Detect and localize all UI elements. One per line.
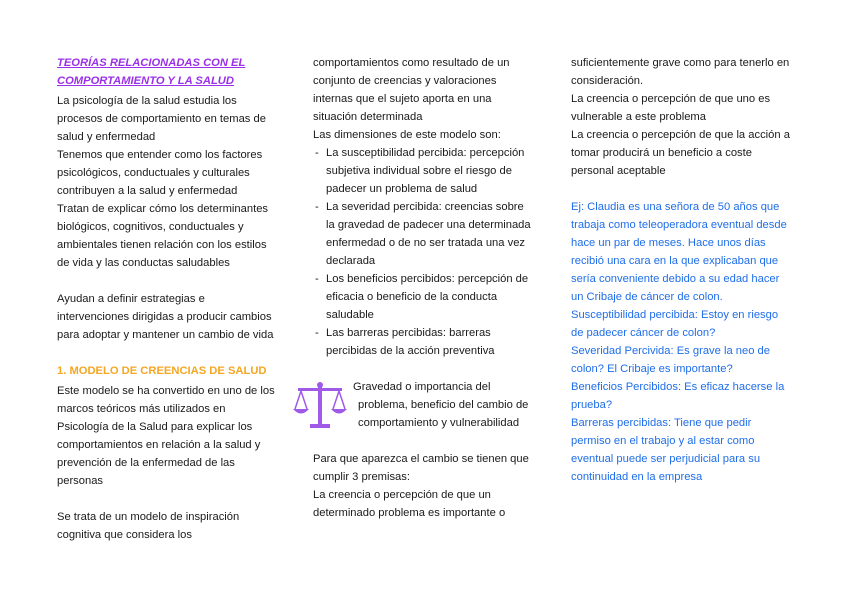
document-title-line-1: TEORÍAS RELACIONADAS CON EL <box>57 57 246 69</box>
help-line: intervenciones dirigidas a producir cambios <box>57 311 272 323</box>
scale-text-line: Gravedad o importancia del <box>353 381 491 393</box>
example-line: prueba? <box>571 399 613 411</box>
bullet-line: La susceptibilidad percibida: percepción <box>326 147 525 159</box>
intro-line: psicológicos, conductuales y culturales <box>57 167 250 179</box>
col2-text-line: situación determinada <box>313 111 423 123</box>
bullet-line: eficacia o beneficio de la conducta <box>326 291 498 303</box>
col2-text-line: internas que el sujeto aporta en una <box>313 93 492 105</box>
bullet-line: percibidas de la acción preventiva <box>326 345 495 357</box>
premises-line: Para que aparezca el cambio se tienen que <box>313 453 529 465</box>
document-title-line-2: COMPORTAMIENTO Y LA SALUD <box>57 75 234 87</box>
col3-text-line: tomar producirá un beneficio a coste <box>571 147 752 159</box>
bullet-dash: - <box>315 147 319 159</box>
bullet-line: enfermedad o de no ser tratada una vez <box>326 237 526 249</box>
bullet-line: declarada <box>326 255 376 267</box>
col2-text-line: conjunto de creencias y valoraciones <box>313 75 497 87</box>
model-text-line: marcos teóricos más utilizados en <box>57 403 226 415</box>
col3-text-line: suficientemente grave como para tenerlo en <box>571 57 790 69</box>
bullet-line: La severidad percibida: creencias sobre <box>326 201 524 213</box>
example-line: trabaja como teleoperadora eventual desde <box>571 219 787 231</box>
intro-line: contribuyen a la salud y enfermedad <box>57 185 238 197</box>
bullet-line: saludable <box>326 309 374 321</box>
col3-text-line: La creencia o percepción de que uno es <box>571 93 771 105</box>
example-line: continuidad en la empresa <box>571 471 703 483</box>
example-line: recibió una cara en la que explicaban que <box>571 255 779 267</box>
scale-text-line: comportamiento y vulnerabilidad <box>358 417 520 429</box>
intro-line: salud y enfermedad <box>57 131 156 143</box>
balance-scale-icon <box>292 378 348 434</box>
example-line: hace un par de meses. Hace unos días <box>571 237 766 249</box>
col3-text-line: La creencia o percepción de que la acción a <box>571 129 790 141</box>
example-line: Beneficios Percibidos: Es eficaz hacerse la <box>571 381 785 393</box>
bullet-line: la gravedad de padecer una determinada <box>326 219 531 231</box>
intro-line: Tenemos que entender como los factores <box>57 149 263 161</box>
example-line: Ej: Claudia es una señora de 50 años que <box>571 201 780 213</box>
col3-text-line: consideración. <box>571 75 644 87</box>
example-line: un Cribaje de cáncer de colon. <box>571 291 723 303</box>
premises-line: determinado problema es importante o <box>313 507 506 519</box>
intro-line: procesos de comportamiento en temas de <box>57 113 266 125</box>
model-text-line: prevención de la enfermedad de las <box>57 457 235 469</box>
section-heading: 1. MODELO DE CREENCIAS DE SALUD <box>57 365 267 377</box>
model-text-line: comportamientos en relación a la salud y <box>57 439 261 451</box>
cognitive-line: Se trata de un modelo de inspiración <box>57 511 240 523</box>
premises-line: La creencia o percepción de que un <box>313 489 491 501</box>
example-line: Barreras percibidas: Tiene que pedir <box>571 417 752 429</box>
bullet-line: padecer un problema de salud <box>326 183 478 195</box>
scale-text-line: problema, beneficio del cambio de <box>358 399 529 411</box>
bullet-line: subjetiva individual sobre el riesgo de <box>326 165 512 177</box>
example-line: eventual puede ser perjudicial para su <box>571 453 761 465</box>
premises-line: cumplir 3 premisas: <box>313 471 410 483</box>
intro-line: La psicología de la salud estudia los <box>57 95 237 107</box>
bullet-dash: - <box>315 273 319 285</box>
cognitive-line: cognitiva que considera los <box>57 529 192 541</box>
bullet-line: Los beneficios percibidos: percepción de <box>326 273 529 285</box>
example-line: sería conveniente debido a su edad hacer <box>571 273 780 285</box>
intro-line: de vida y las conductas saludables <box>57 257 230 269</box>
col3-text-line: personal aceptable <box>571 165 666 177</box>
intro-line: Tratan de explicar cómo los determinantes <box>57 203 269 215</box>
intro-line: ambientales tienen relación con los estilos <box>57 239 267 251</box>
col2-text-line: Las dimensiones de este modelo son: <box>313 129 501 141</box>
col3-text-line: vulnerable a este problema <box>571 111 706 123</box>
example-line: colon? El Cribaje es importante? <box>571 363 733 375</box>
example-line: de padecer cáncer de colon? <box>571 327 716 339</box>
bullet-dash: - <box>315 201 319 213</box>
col2-text-line: comportamientos como resultado de un <box>313 57 510 69</box>
bullet-line: Las barreras percibidas: barreras <box>326 327 491 339</box>
example-line: Susceptibilidad percibida: Estoy en riesgo <box>571 309 779 321</box>
model-text-line: Este modelo se ha convertido en uno de los <box>57 385 275 397</box>
help-line: Ayudan a definir estrategias e <box>57 293 205 305</box>
help-line: para adoptar y mantener un cambio de vida <box>57 329 274 341</box>
example-line: permiso en el trabajo y al estar como <box>571 435 755 447</box>
bullet-dash: - <box>315 327 319 339</box>
model-text-line: personas <box>57 475 104 487</box>
example-line: Severidad Percivida: Es grave la neo de <box>571 345 771 357</box>
intro-line: biológicos, cognitivos, conductuales y <box>57 221 244 233</box>
model-text-line: Psicología de la Salud para explicar los <box>57 421 253 433</box>
